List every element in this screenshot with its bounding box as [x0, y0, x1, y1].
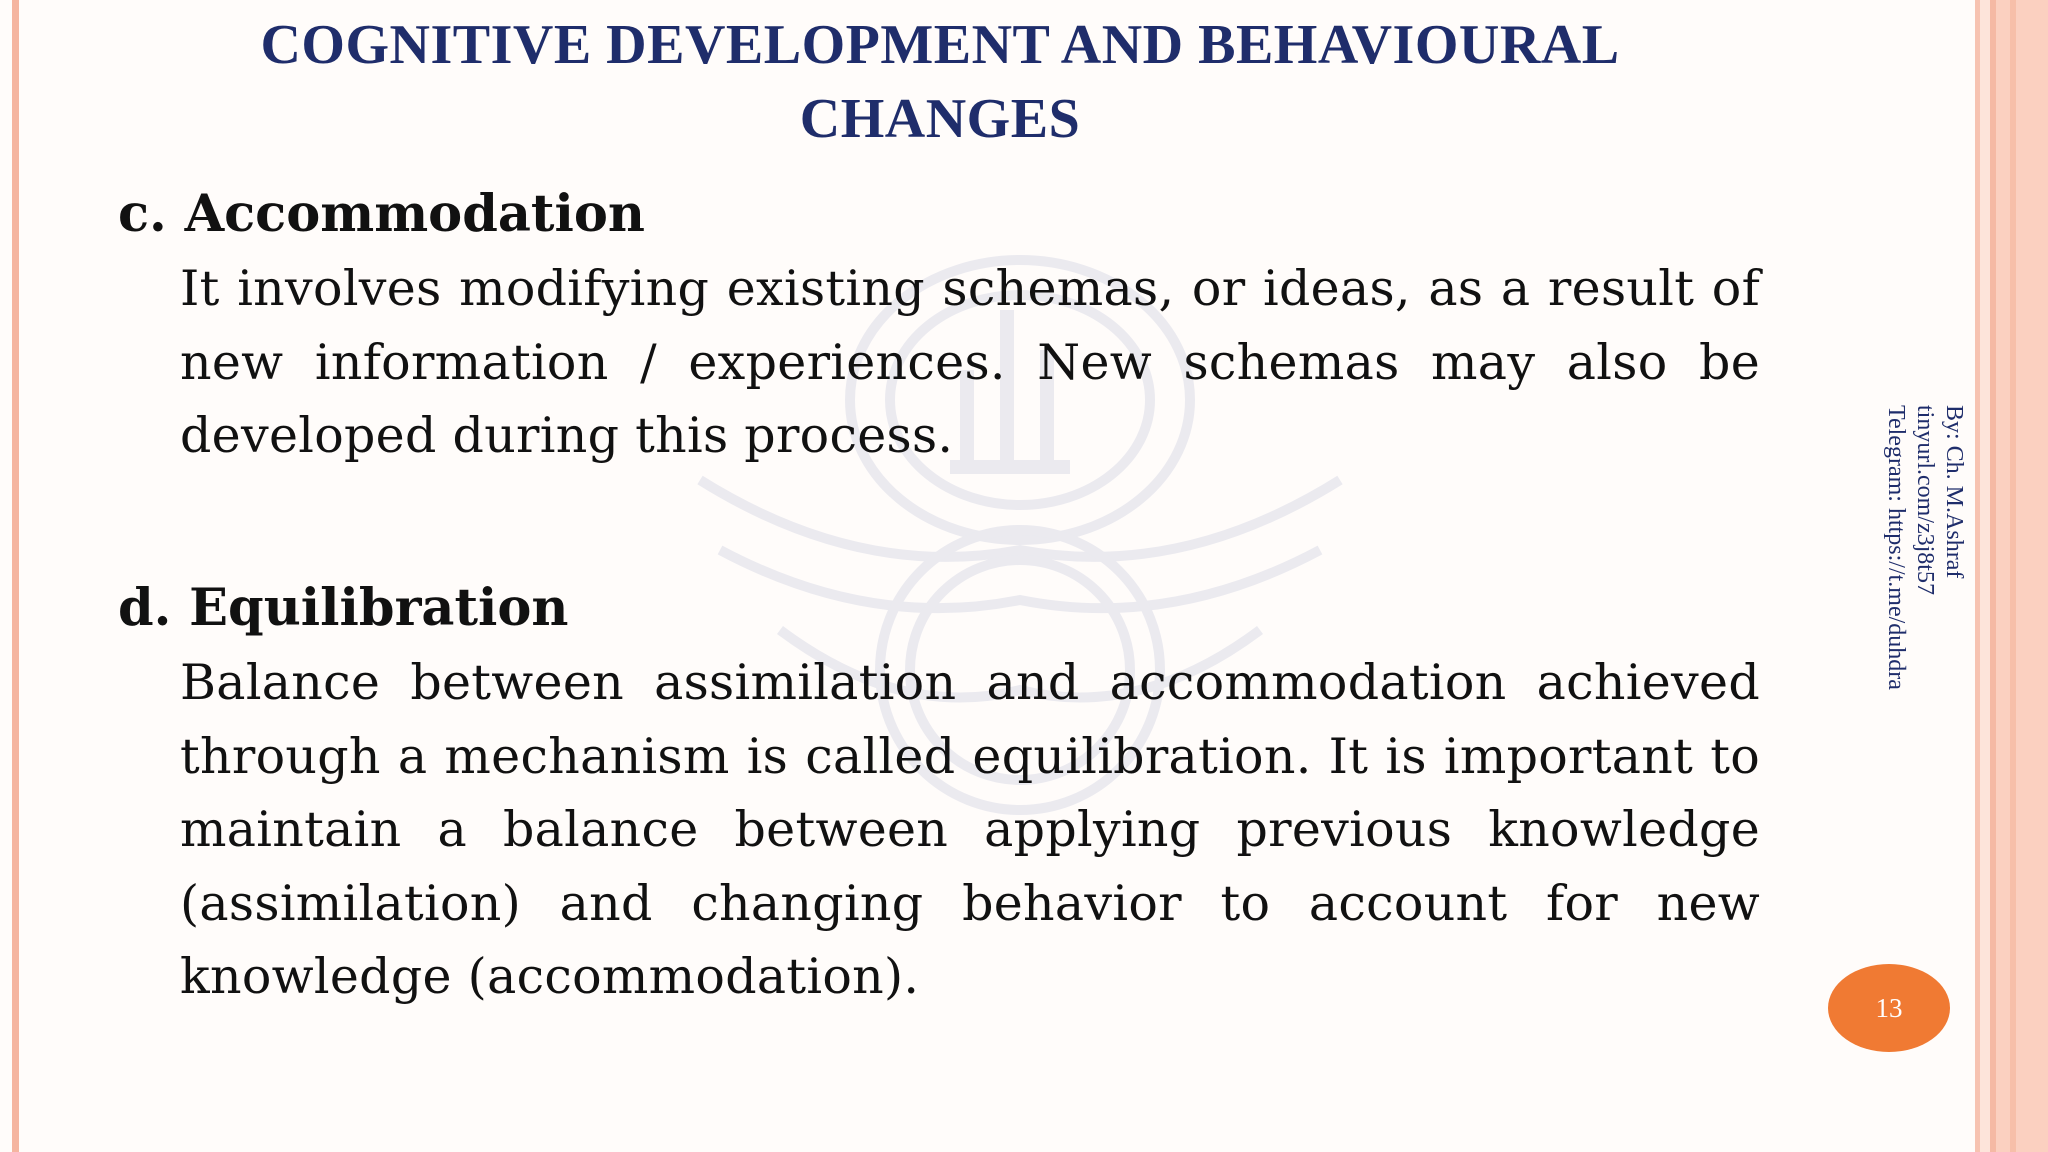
credit-author: By: Ch. M.Ashraf	[1941, 405, 1967, 579]
right-band-line	[1990, 0, 1996, 1152]
author-credit	[1878, 405, 1978, 785]
section-heading-accommodation: c. Accommodation	[118, 184, 645, 244]
right-band-gap	[1980, 0, 1990, 1152]
credit-link: tinyurl.com/z3j8t57	[1912, 405, 1938, 595]
section-heading-equilibration: d. Equilibration	[118, 578, 569, 638]
page-number: 13	[1875, 992, 1903, 1023]
left-decorative-stripe	[12, 0, 19, 1152]
section-body-equilibration: Balance between assimilation and accommodation achieved through a mechanism is called equilibration. It is important to maintain a balance between applying previous knowledge (assimilation) and changing behavior to account for new knowledge (accommodation).	[180, 654, 1760, 1005]
slide-title: COGNITIVE DEVELOPMENT AND BEHAVIOURAL CHANGES	[260, 14, 1620, 150]
section-body-accommodation: It involves modifying existing schemas, or ideas, as a result of new information / experiences. New schemas may also be developed during this process.	[180, 260, 1760, 464]
credit-telegram: Telegram: https://t.me/duhdra	[1883, 405, 1909, 690]
right-band-line	[2010, 0, 2016, 1152]
page-number-badge	[1828, 964, 1950, 1052]
